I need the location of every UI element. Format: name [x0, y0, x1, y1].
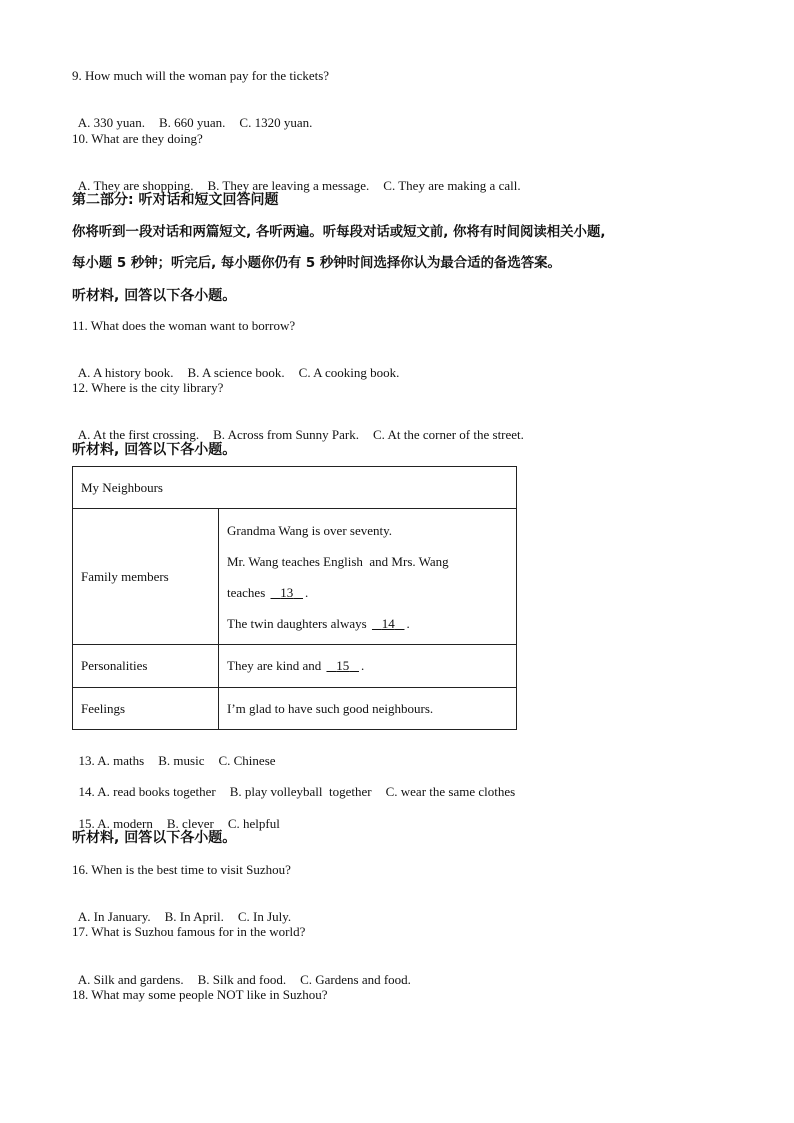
q10-option-a: A. They are shopping.: [77, 178, 194, 193]
q15-option-b: B. clever: [166, 816, 214, 831]
q10-option-b: B. They are leaving a message.: [207, 178, 370, 193]
listen-heading-3: 听材料, 回答以下各小题。: [72, 830, 237, 846]
family-line-4-text: The twin daughters always: [227, 615, 370, 631]
listen-heading-2: 听材料, 回答以下各小题。: [72, 442, 237, 458]
neighbours-table: [72, 466, 517, 730]
blank-14: [370, 608, 407, 639]
table-cell-feelings: I’m glad to have such good neighbours.: [219, 688, 517, 730]
q17-stem: 17. What is Suzhou famous for in the world?: [72, 924, 306, 939]
q16-option-a: A. In January.: [77, 909, 151, 924]
blank-13-number: 13: [280, 584, 294, 600]
blank-14-number: 14: [381, 615, 395, 631]
q12-options: [72, 411, 524, 443]
table-row-feelings: [73, 688, 517, 730]
q9-option-a: A. 330 yuan.: [77, 115, 145, 130]
q14-line: [72, 768, 515, 800]
q14-option-c: C. wear the same clothes: [385, 784, 516, 799]
table-header-cell: My Neighbours: [73, 467, 517, 509]
q16-option-b: B. In April.: [164, 909, 224, 924]
q13-option-b: B. music: [158, 753, 205, 768]
q12-option-c: C. At the corner of the street.: [373, 427, 524, 442]
blank-13: [269, 577, 306, 608]
q13-option-a: 13. A. maths: [78, 753, 145, 768]
q16-options: [72, 893, 291, 925]
q9-option-c: C. 1320 yuan.: [239, 115, 313, 130]
q18-stem: 18. What may some people NOT like in Suzhou?: [72, 987, 328, 1002]
q11-option-c: C. A cooking book.: [298, 365, 400, 380]
q10-option-c: C. They are making a call.: [383, 178, 521, 193]
q17-options: [72, 956, 411, 988]
q17-option-c: C. Gardens and food.: [300, 972, 411, 987]
q16-option-c: C. In July.: [237, 909, 292, 924]
q12-option-a: A. At the first crossing.: [77, 427, 200, 442]
q13-option-c: C. Chinese: [218, 753, 276, 768]
q12-option-b: B. Across from Sunny Park.: [213, 427, 360, 442]
q14-option-b: B. play volleyball together: [229, 784, 372, 799]
q15-line: [72, 800, 280, 832]
q10-stem: 10. What are they doing?: [72, 131, 203, 146]
q10-options: [72, 162, 521, 194]
table-header-row: [73, 467, 517, 509]
q16-stem: 16. When is the best time to visit Suzhou?: [72, 862, 291, 877]
q11-options: [72, 349, 399, 381]
part2-instruction-line1: 你将听到一段对话和两篇短文, 各听两遍。听每段对话或短文前, 你将有时间阅读相关小题,: [72, 225, 606, 240]
q11-stem: 11. What does the woman want to borrow?: [72, 318, 296, 333]
table-label-feelings: Feelings: [73, 688, 219, 730]
part2-title: 第二部分: 听对话和短文回答问题: [72, 192, 279, 208]
q11-option-b: B. A science book.: [187, 365, 285, 380]
q9-options: [72, 99, 312, 131]
q17-option-b: B. Silk and food.: [197, 972, 287, 987]
table-cell-personalities: They are kind and 15 .: [219, 645, 517, 688]
table-cell-family: [219, 509, 517, 645]
family-line-3-text: teaches: [227, 584, 269, 600]
q14-option-a: 14. A. read books together: [78, 784, 216, 799]
family-line-4: The twin daughters always 14 .: [227, 608, 508, 639]
table-row-family: [73, 509, 517, 645]
personalities-text: They are kind and: [227, 658, 325, 673]
q17-option-a: A. Silk and gardens.: [77, 972, 184, 987]
q13-line: [72, 737, 276, 769]
part2-instruction-line2: 每小题 5 秒钟；听完后, 每小题你仍有 5 秒钟时间选择你认为最合适的备选答案。: [72, 256, 561, 271]
table-label-personalities: Personalities: [73, 645, 219, 688]
q9-option-b: B. 660 yuan.: [158, 115, 226, 130]
q9-stem: 9. How much will the woman pay for the tickets?: [72, 68, 330, 83]
q15-option-c: C. helpful: [227, 816, 280, 831]
family-line-2: Mr. Wang teaches English and Mrs. Wang: [227, 553, 449, 569]
family-line-1: Grandma Wang is over seventy.: [227, 522, 393, 538]
table-row-personalities: [73, 645, 517, 688]
q11-option-a: A. A history book.: [77, 365, 174, 380]
blank-15-number: 15: [336, 658, 350, 673]
family-line-3: teaches 13 .: [227, 577, 508, 608]
listen-heading-1: 听材料, 回答以下各小题。: [72, 288, 237, 304]
blank-15: [324, 658, 361, 674]
q12-stem: 12. Where is the city library?: [72, 380, 224, 395]
table-label-family: Family members: [73, 509, 219, 645]
q15-option-a: 15. A. modern: [78, 816, 153, 831]
